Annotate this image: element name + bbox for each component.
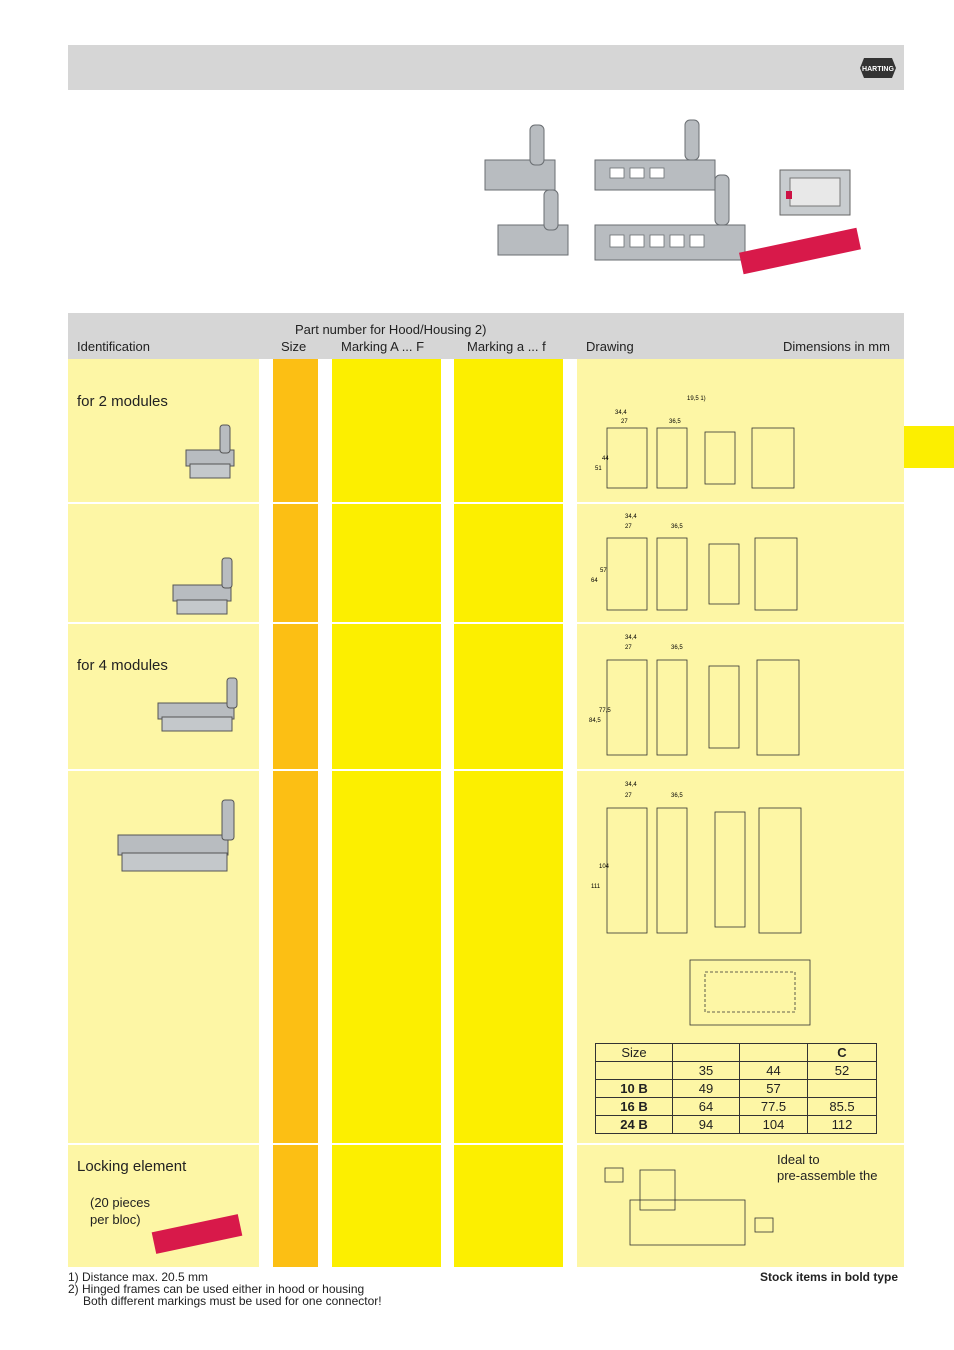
locking-sub-2: per bloc): [90, 1212, 141, 1227]
svg-text:HARTING: HARTING: [862, 66, 894, 73]
size-table-header-b: [740, 1044, 808, 1062]
table-header: [68, 313, 904, 359]
col-marking-lower: Marking a ... f: [467, 339, 546, 354]
col-size: Size: [281, 339, 307, 354]
frame-6-modules-image: [112, 795, 247, 895]
product-photo: [470, 115, 890, 300]
svg-text:34,4: 34,4: [625, 635, 637, 641]
frame-4-modules-image: [152, 675, 247, 745]
size-table: [595, 1043, 877, 1134]
svg-text:36,5: 36,5: [669, 419, 681, 425]
locking-assembly-drawing: [595, 1150, 795, 1262]
header-bar: [68, 45, 904, 90]
drawing-6-modules: [587, 778, 802, 943]
svg-text:111: 111: [591, 884, 601, 890]
footnote-3: Both different markings must be used for one connector!: [83, 1294, 382, 1308]
svg-text:44: 44: [602, 456, 609, 462]
size-table-cell: 94: [673, 1116, 740, 1134]
size-table-cell: 16 B: [596, 1098, 673, 1116]
drawing-2-modules: [587, 390, 802, 495]
svg-text:34,4: 34,4: [615, 410, 627, 416]
drawing-3-modules: [587, 510, 802, 615]
size-table-cell: 44: [740, 1062, 808, 1080]
col-marking-upper: Marking A ... F: [341, 339, 425, 354]
size-column: [273, 359, 318, 1267]
row-separator: [68, 769, 904, 771]
size-table-cell: 57: [740, 1080, 808, 1098]
size-table-header-a: [673, 1044, 740, 1062]
size-table-cell: 49: [673, 1080, 740, 1098]
size-table-cell: [596, 1062, 673, 1080]
harting-logo: [858, 52, 898, 84]
part-number-heading: Part number for Hood/Housing 2): [295, 322, 487, 337]
svg-text:36,5: 36,5: [671, 524, 683, 530]
row-separator: [68, 1143, 904, 1145]
stock-items-note: Stock items in bold type: [760, 1270, 899, 1284]
locking-element-image: [145, 1205, 250, 1265]
svg-text:57: 57: [600, 568, 607, 574]
svg-text:84,5: 84,5: [589, 718, 601, 724]
row-label-2-modules: for 2 modules: [77, 393, 168, 410]
footnote-2: 2) Hinged frames can be used either in hood or housing: [68, 1282, 365, 1296]
svg-text:27: 27: [625, 645, 632, 651]
locking-note-1: Ideal to: [777, 1152, 820, 1167]
svg-text:19,5 1): 19,5 1): [687, 396, 706, 402]
svg-text:34,4: 34,4: [625, 514, 637, 520]
svg-text:27: 27: [625, 524, 632, 530]
svg-text:27: 27: [625, 793, 632, 799]
size-table-cell: [808, 1080, 877, 1098]
svg-text:51: 51: [595, 466, 602, 472]
size-table-cell: 24 B: [596, 1116, 673, 1134]
frame-2-modules-image: [180, 420, 245, 485]
size-table-header-c: C: [808, 1044, 877, 1062]
svg-text:64: 64: [591, 578, 598, 584]
size-table-cell: 112: [808, 1116, 877, 1134]
locking-note-2: pre-assemble the: [777, 1168, 878, 1183]
size-table-header-size: Size: [596, 1044, 673, 1062]
section-tab: [904, 426, 954, 468]
size-table-cell: 52: [808, 1062, 877, 1080]
footnote-1: 1) Distance max. 20.5 mm: [68, 1270, 209, 1284]
size-table-cell: 64: [673, 1098, 740, 1116]
size-table-cell: 35: [673, 1062, 740, 1080]
svg-text:36,5: 36,5: [671, 645, 683, 651]
locking-sub-1: (20 pieces: [90, 1195, 150, 1210]
marking-upper-column: [332, 359, 441, 1267]
svg-text:104: 104: [599, 864, 610, 870]
svg-text:27: 27: [621, 419, 628, 425]
svg-text:36,5: 36,5: [671, 793, 683, 799]
size-table-cell: 85.5: [808, 1098, 877, 1116]
row-label-locking-element: Locking element: [77, 1158, 187, 1175]
frame-3-modules-image: [167, 555, 242, 625]
drawing-4-modules: [587, 630, 802, 765]
col-identification: Identification: [77, 339, 150, 354]
row-separator: [68, 502, 904, 504]
col-drawing: Drawing: [586, 339, 634, 354]
marking-lower-column: [454, 359, 563, 1267]
col-dimensions: Dimensions in mm: [783, 339, 890, 354]
row-label-4-modules: for 4 modules: [77, 657, 168, 674]
size-table-cell: 104: [740, 1116, 808, 1134]
size-table-cell: 10 B: [596, 1080, 673, 1098]
size-table-cell: 77.5: [740, 1098, 808, 1116]
svg-text:77,5: 77,5: [599, 708, 611, 714]
svg-text:34,4: 34,4: [625, 782, 637, 788]
panel-cutout-drawing: [675, 950, 830, 1040]
